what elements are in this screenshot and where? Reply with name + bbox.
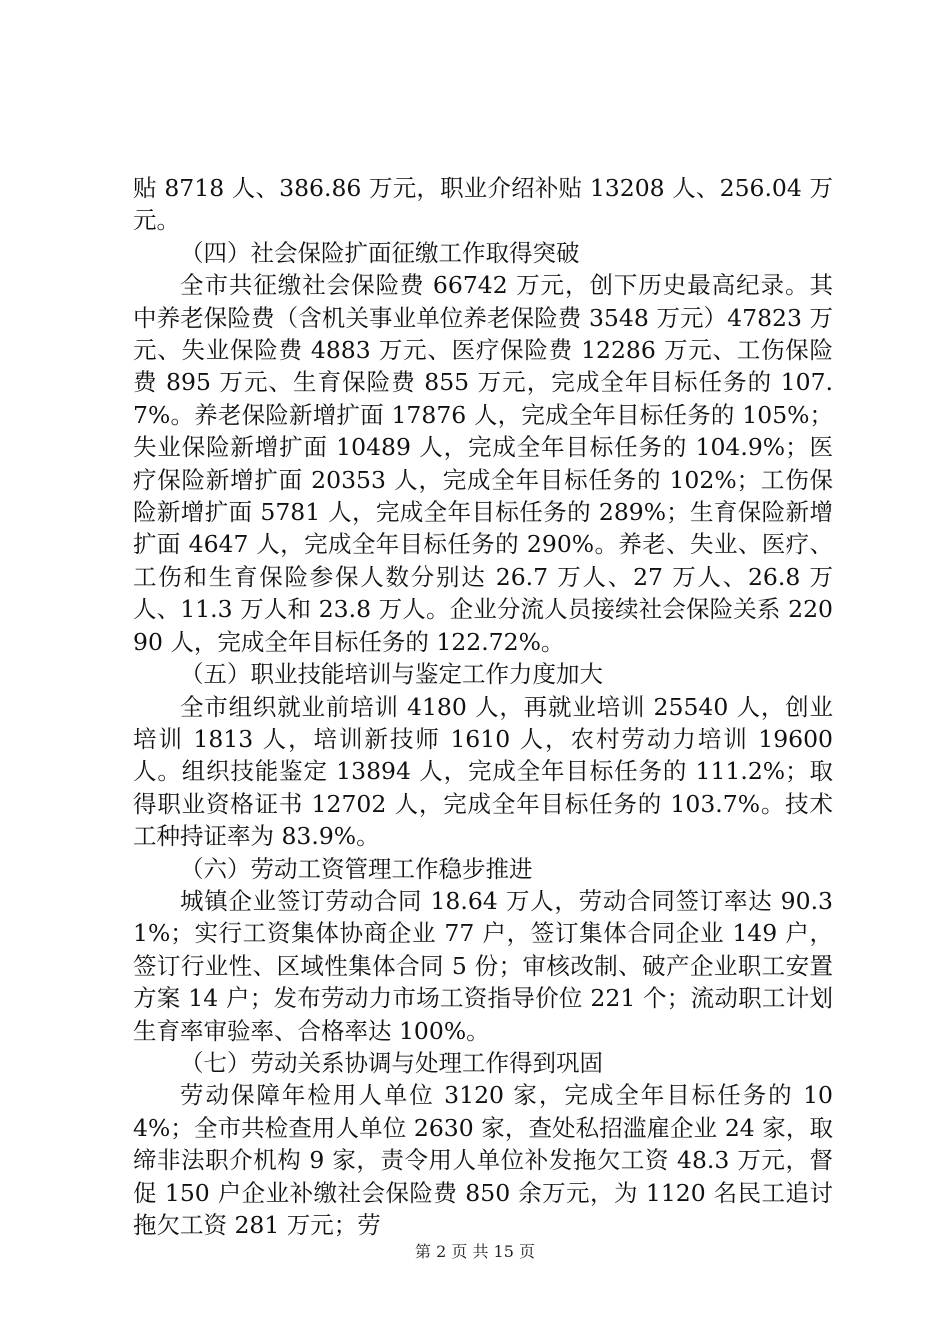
paragraph-wage-management: 城镇企业签订劳动合同 18.64 万人，劳动合同签订率达 90.31%；实行工资集体协商企业 77 户，签订集体合同企业 149 户，签订行业性、区域性集体合同 5 份；审核改制、破产企业职工安置方案 14 户；发布劳动力市场工资指导价位 221 个；流动职工计划生育率审验率、合格率达 100%。 — [133, 886, 833, 1045]
page-number-footer: 第 2 页 共 15 页 — [415, 1242, 535, 1261]
paragraph-continuation: 贴 8718 人、386.86 万元，职业介绍补贴 13208 人、256.04 万元。 — [133, 174, 833, 235]
paragraph-skills-training: 全市组织就业前培训 4180 人，再就业培训 25540 人，创业培训 1813 人，培训新技师 1610 人，农村劳动力培训 19600 人。组织技能鉴定 13894 人，完成全年目标任务的 111.2%；取得职业资格证书 12702 人，完成全年目标任务的 103.7%。技术工种持证率为 83.9%。 — [133, 692, 833, 851]
document-body — [133, 172, 833, 1241]
section-heading-7: （七）劳动关系协调与处理工作得到巩固 — [180, 1048, 603, 1077]
paragraph-labor-relations: 劳动保障年检用人单位 3120 家，完成全年目标任务的 104%；全市共检查用人单位 2630 家，查处私招滥雇企业 24 家，取缔非法职介机构 9 家，责令用人单位补发拖欠工资 48.3 万元，督促 150 户企业补缴社会保险费 850 余万元，为 1120 名民工追讨拖欠工资 281 万元；劳 — [133, 1081, 833, 1239]
section-heading-4: （四）社会保险扩面征缴工作取得突破 — [180, 238, 580, 267]
section-heading-6: （六）劳动工资管理工作稳步推进 — [180, 854, 533, 883]
paragraph-social-insurance: 全市共征缴社会保险费 66742 万元，创下历史最高纪录。其中养老保险费（含机关事业单位养老保险费 3548 万元）47823 万元、失业保险费 4883 万元、医疗保险费 12286 万元、工伤保险费 895 万元、生育保险费 855 万元，完成全年目标任务的 107.7%。养老保险新增扩面 17876 人，完成全年目标任务的 105%；失业保险新增扩面 10489 人，完成全年目标任务的 104.9%；医疗保险新增扩面 20353 人，完成全年目标任务的 102%；工伤保险新增扩面 5781 人，完成全年目标任务的 289%；生育保险新增扩面 4647 人，完成全年目标任务的 290%。养老、失业、医疗、工伤和生育保险参保人数分别达 26.7 万人、27 万人、26.8 万人、11.3 万人和 23.8 万人。企业分流人员接续社会保险关系 22090 人，完成全年目标任务的 122.72%。 — [133, 271, 833, 656]
section-heading-5: （五）职业技能培训与鉴定工作力度加大 — [180, 660, 603, 689]
